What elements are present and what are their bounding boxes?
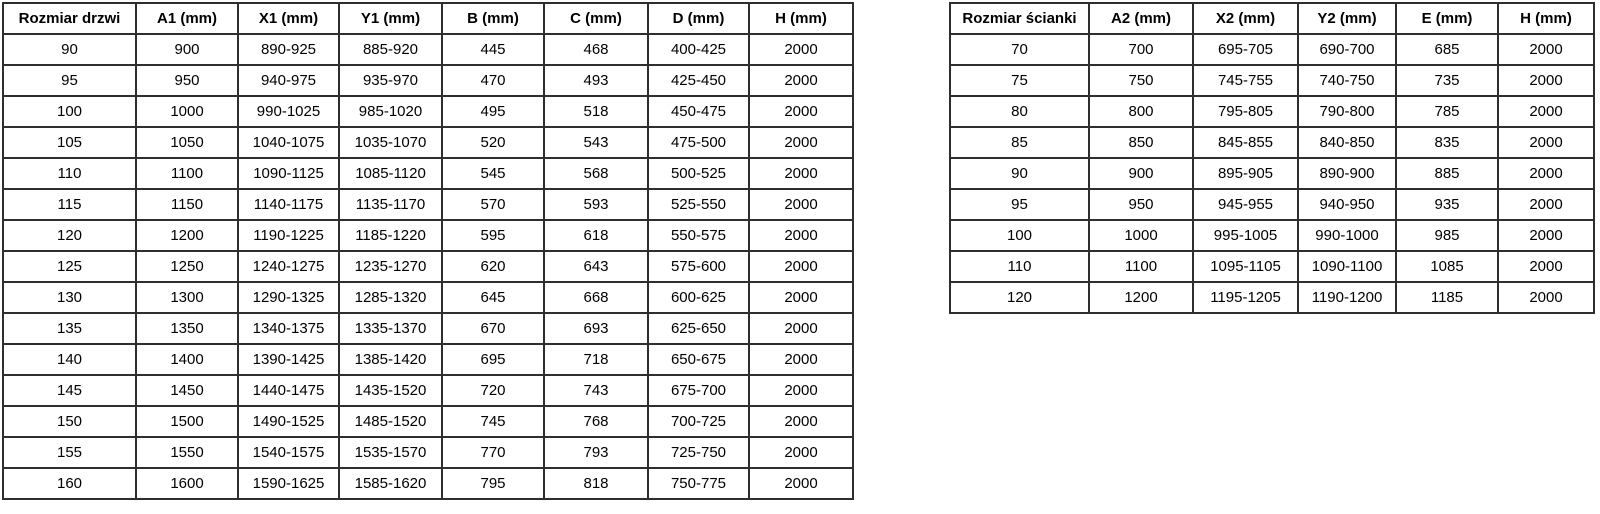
table-cell: 940-975 (238, 65, 339, 96)
table-cell: 618 (544, 220, 648, 251)
table-row (950, 282, 1594, 313)
table-cell: 1095-1105 (1193, 251, 1298, 282)
table-cell: 1000 (1089, 220, 1193, 251)
table-cell: 2000 (749, 406, 853, 437)
table-cell: 690-700 (1298, 34, 1396, 65)
table-cell: 795 (442, 468, 544, 499)
table-cell: 1190-1200 (1298, 282, 1396, 313)
table-cell: 900 (136, 34, 238, 65)
table-cell: 1490-1525 (238, 406, 339, 437)
table-cell: 110 (950, 251, 1089, 282)
door-size-table-header (3, 3, 853, 34)
column-header: Rozmiar drzwi (3, 3, 136, 34)
table-cell: 620 (442, 251, 544, 282)
table-cell: 95 (3, 65, 136, 96)
table-cell: 2000 (1498, 189, 1594, 220)
table-cell: 115 (3, 189, 136, 220)
table-cell: 95 (950, 189, 1089, 220)
table-cell: 895-905 (1193, 158, 1298, 189)
table-cell: 1195-1205 (1193, 282, 1298, 313)
table-cell: 1050 (136, 127, 238, 158)
table-cell: 1235-1270 (339, 251, 442, 282)
column-header: C (mm) (544, 3, 648, 34)
table-row (3, 127, 853, 158)
table-row (950, 189, 1594, 220)
table-cell: 2000 (749, 437, 853, 468)
table-cell: 945-955 (1193, 189, 1298, 220)
table-cell: 575-600 (648, 251, 749, 282)
table-cell: 1185 (1396, 282, 1498, 313)
door-size-table-body (3, 34, 853, 499)
table-cell: 785 (1396, 96, 1498, 127)
column-header: B (mm) (442, 3, 544, 34)
table-cell: 1600 (136, 468, 238, 499)
table-cell: 790-800 (1298, 96, 1396, 127)
table-cell: 90 (950, 158, 1089, 189)
table-cell: 890-925 (238, 34, 339, 65)
table-cell: 950 (1089, 189, 1193, 220)
table-cell: 1535-1570 (339, 437, 442, 468)
table-row (3, 96, 853, 127)
table-cell: 818 (544, 468, 648, 499)
table-cell: 120 (950, 282, 1089, 313)
table-cell: 1300 (136, 282, 238, 313)
table-cell: 570 (442, 189, 544, 220)
table-row (950, 127, 1594, 158)
table-cell: 685 (1396, 34, 1498, 65)
table-cell: 90 (3, 34, 136, 65)
table-cell: 625-650 (648, 313, 749, 344)
table-cell: 695-705 (1193, 34, 1298, 65)
table-cell: 135 (3, 313, 136, 344)
table-row (3, 189, 853, 220)
table-row (3, 313, 853, 344)
table-cell: 545 (442, 158, 544, 189)
table-cell: 740-750 (1298, 65, 1396, 96)
table-cell: 2000 (749, 34, 853, 65)
table-cell: 155 (3, 437, 136, 468)
table-cell: 940-950 (1298, 189, 1396, 220)
table-cell: 793 (544, 437, 648, 468)
table-cell: 468 (544, 34, 648, 65)
table-cell: 935 (1396, 189, 1498, 220)
table-cell: 2000 (749, 344, 853, 375)
table-cell: 500-525 (648, 158, 749, 189)
table-cell: 450-475 (648, 96, 749, 127)
table-cell: 770 (442, 437, 544, 468)
wall-size-table-body (950, 34, 1594, 313)
table-cell: 2000 (1498, 127, 1594, 158)
table-cell: 550-575 (648, 220, 749, 251)
table-cell: 718 (544, 344, 648, 375)
table-cell: 2000 (1498, 251, 1594, 282)
table-cell: 493 (544, 65, 648, 96)
table-cell: 1190-1225 (238, 220, 339, 251)
table-cell: 470 (442, 65, 544, 96)
table-cell: 695 (442, 344, 544, 375)
table-cell: 2000 (749, 251, 853, 282)
table-cell: 593 (544, 189, 648, 220)
column-header: H (mm) (749, 3, 853, 34)
table-cell: 2000 (749, 468, 853, 499)
table-row (3, 406, 853, 437)
table-cell: 890-900 (1298, 158, 1396, 189)
table-cell: 885 (1396, 158, 1498, 189)
table-cell: 445 (442, 34, 544, 65)
table-cell: 75 (950, 65, 1089, 96)
table-cell: 425-450 (648, 65, 749, 96)
table-cell: 1135-1170 (339, 189, 442, 220)
table-cell: 1250 (136, 251, 238, 282)
table-cell: 725-750 (648, 437, 749, 468)
table-cell: 1550 (136, 437, 238, 468)
table-cell: 2000 (749, 96, 853, 127)
table-cell: 700-725 (648, 406, 749, 437)
table-cell: 735 (1396, 65, 1498, 96)
table-cell: 2000 (749, 127, 853, 158)
table-cell: 995-1005 (1193, 220, 1298, 251)
table-row (950, 251, 1594, 282)
table-cell: 1100 (1089, 251, 1193, 282)
column-header: E (mm) (1396, 3, 1498, 34)
table-cell: 70 (950, 34, 1089, 65)
table-cell: 668 (544, 282, 648, 313)
column-header: Rozmiar ścianki (950, 3, 1089, 34)
table-cell: 1140-1175 (238, 189, 339, 220)
column-header: A2 (mm) (1089, 3, 1193, 34)
table-cell: 800 (1089, 96, 1193, 127)
table-cell: 1285-1320 (339, 282, 442, 313)
table-cell: 160 (3, 468, 136, 499)
table-cell: 110 (3, 158, 136, 189)
table-cell: 1085-1120 (339, 158, 442, 189)
table-cell: 1340-1375 (238, 313, 339, 344)
table-cell: 985-1020 (339, 96, 442, 127)
table-cell: 80 (950, 96, 1089, 127)
table-cell: 745 (442, 406, 544, 437)
table-cell: 1090-1100 (1298, 251, 1396, 282)
column-header: X1 (mm) (238, 3, 339, 34)
table-cell: 1200 (136, 220, 238, 251)
table-cell: 1150 (136, 189, 238, 220)
table-cell: 985 (1396, 220, 1498, 251)
column-header: Y1 (mm) (339, 3, 442, 34)
table-cell: 495 (442, 96, 544, 127)
table-cell: 1390-1425 (238, 344, 339, 375)
table-cell: 750 (1089, 65, 1193, 96)
table-cell: 100 (950, 220, 1089, 251)
table-row (3, 468, 853, 499)
table-cell: 600-625 (648, 282, 749, 313)
table-row (3, 34, 853, 65)
table-row (3, 220, 853, 251)
table-cell: 475-500 (648, 127, 749, 158)
table-cell: 1400 (136, 344, 238, 375)
table-row (950, 158, 1594, 189)
table-cell: 2000 (749, 65, 853, 96)
table-cell: 520 (442, 127, 544, 158)
table-cell: 935-970 (339, 65, 442, 96)
table-cell: 670 (442, 313, 544, 344)
table-cell: 1090-1125 (238, 158, 339, 189)
table-cell: 693 (544, 313, 648, 344)
table-cell: 743 (544, 375, 648, 406)
table-cell: 140 (3, 344, 136, 375)
table-cell: 1035-1070 (339, 127, 442, 158)
table-cell: 840-850 (1298, 127, 1396, 158)
table-row (3, 158, 853, 189)
table-cell: 1290-1325 (238, 282, 339, 313)
table-cell: 1000 (136, 96, 238, 127)
table-cell: 1335-1370 (339, 313, 442, 344)
table-cell: 990-1000 (1298, 220, 1396, 251)
table-cell: 645 (442, 282, 544, 313)
table-cell: 720 (442, 375, 544, 406)
table-cell: 2000 (1498, 65, 1594, 96)
table-row (950, 34, 1594, 65)
table-cell: 100 (3, 96, 136, 127)
table-row (3, 65, 853, 96)
table-cell: 643 (544, 251, 648, 282)
table-cell: 1585-1620 (339, 468, 442, 499)
table-cell: 1100 (136, 158, 238, 189)
table-cell: 1185-1220 (339, 220, 442, 251)
table-cell: 885-920 (339, 34, 442, 65)
table-cell: 1385-1420 (339, 344, 442, 375)
table-cell: 2000 (1498, 34, 1594, 65)
column-header: D (mm) (648, 3, 749, 34)
column-header: H (mm) (1498, 3, 1594, 34)
table-cell: 1450 (136, 375, 238, 406)
table-cell: 900 (1089, 158, 1193, 189)
table-cell: 768 (544, 406, 648, 437)
table-cell: 750-775 (648, 468, 749, 499)
table-cell: 1485-1520 (339, 406, 442, 437)
table-cell: 543 (544, 127, 648, 158)
table-cell: 850 (1089, 127, 1193, 158)
table-row (3, 437, 853, 468)
table-cell: 145 (3, 375, 136, 406)
table-cell: 1540-1575 (238, 437, 339, 468)
table-cell: 1200 (1089, 282, 1193, 313)
table-cell: 1590-1625 (238, 468, 339, 499)
table-cell: 2000 (749, 282, 853, 313)
table-cell: 675-700 (648, 375, 749, 406)
table-cell: 1040-1075 (238, 127, 339, 158)
table-cell: 150 (3, 406, 136, 437)
table-row (3, 344, 853, 375)
table-cell: 525-550 (648, 189, 749, 220)
table-cell: 1440-1475 (238, 375, 339, 406)
table-row (3, 375, 853, 406)
column-header: X2 (mm) (1193, 3, 1298, 34)
wall-size-table-header (950, 3, 1594, 34)
table-row (3, 251, 853, 282)
table-cell: 2000 (1498, 282, 1594, 313)
table-cell: 1240-1275 (238, 251, 339, 282)
table-row (950, 96, 1594, 127)
table-cell: 1350 (136, 313, 238, 344)
wall-size-table (949, 2, 1595, 314)
table-cell: 1500 (136, 406, 238, 437)
table-cell: 125 (3, 251, 136, 282)
table-cell: 2000 (1498, 158, 1594, 189)
table-cell: 2000 (749, 313, 853, 344)
column-header: Y2 (mm) (1298, 3, 1396, 34)
table-cell: 950 (136, 65, 238, 96)
table-cell: 120 (3, 220, 136, 251)
table-row (950, 220, 1594, 251)
table-cell: 1435-1520 (339, 375, 442, 406)
table-cell: 568 (544, 158, 648, 189)
column-header: A1 (mm) (136, 3, 238, 34)
table-cell: 105 (3, 127, 136, 158)
table-cell: 2000 (749, 158, 853, 189)
table-cell: 85 (950, 127, 1089, 158)
table-cell: 650-675 (648, 344, 749, 375)
table-cell: 835 (1396, 127, 1498, 158)
table-row (3, 282, 853, 313)
table-cell: 845-855 (1193, 127, 1298, 158)
table-cell: 745-755 (1193, 65, 1298, 96)
table-cell: 2000 (749, 220, 853, 251)
table-cell: 2000 (749, 375, 853, 406)
table-cell: 1085 (1396, 251, 1498, 282)
table-cell: 990-1025 (238, 96, 339, 127)
table-cell: 130 (3, 282, 136, 313)
table-cell: 700 (1089, 34, 1193, 65)
table-cell: 595 (442, 220, 544, 251)
table-cell: 2000 (1498, 220, 1594, 251)
table-cell: 2000 (749, 189, 853, 220)
table-row (950, 65, 1594, 96)
table-cell: 2000 (1498, 96, 1594, 127)
door-size-table (2, 2, 854, 500)
table-cell: 400-425 (648, 34, 749, 65)
table-cell: 518 (544, 96, 648, 127)
table-cell: 795-805 (1193, 96, 1298, 127)
